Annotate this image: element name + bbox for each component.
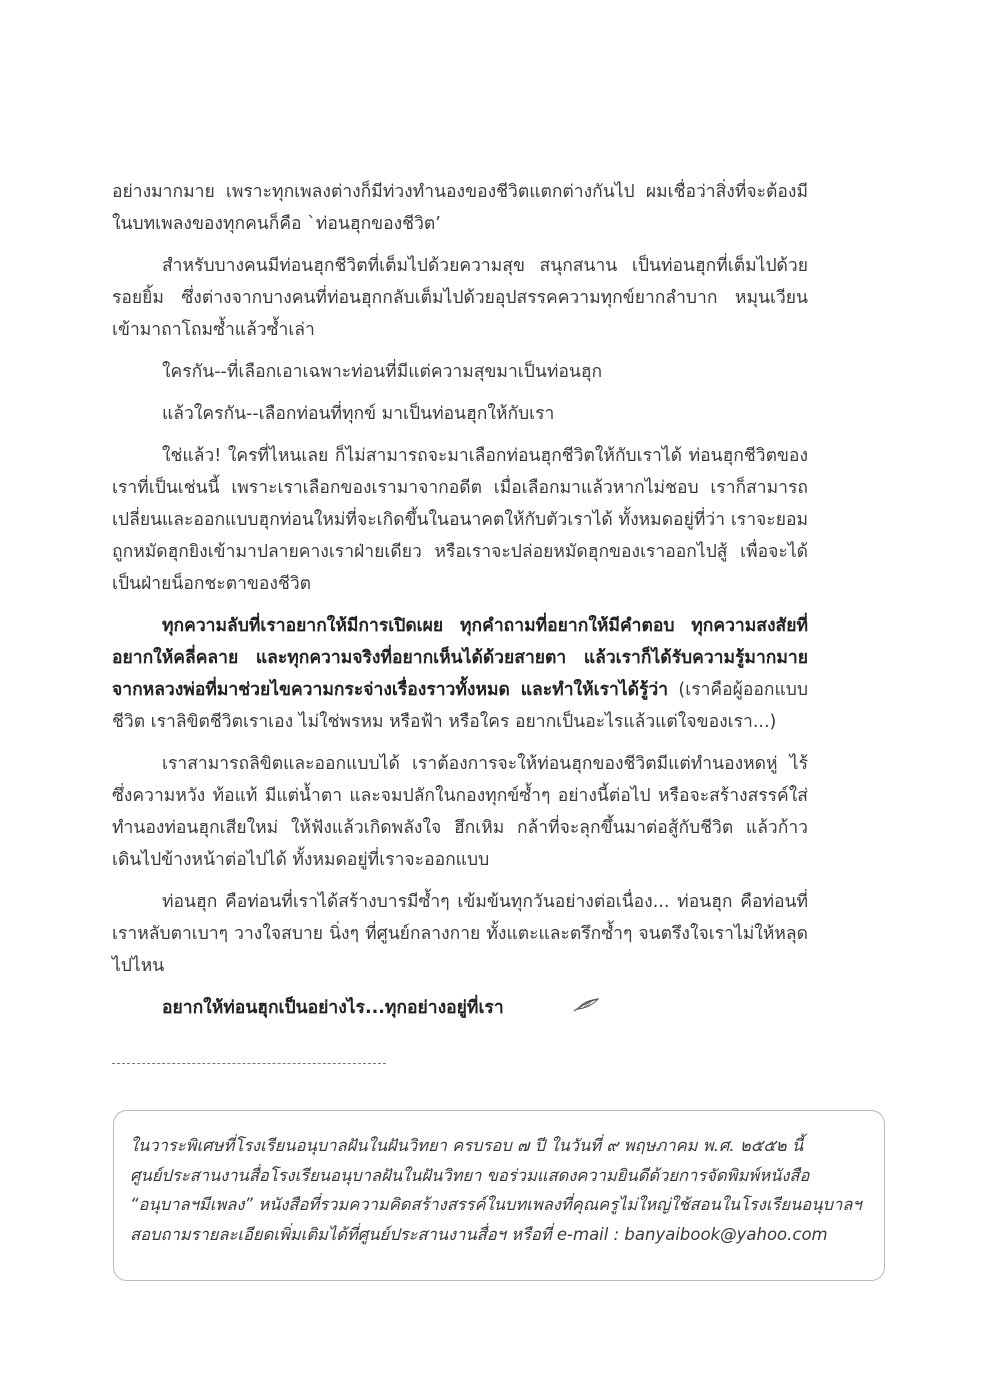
closing-line: [112, 992, 808, 1024]
parenthetical-note: (เราคือผู้ออกแบบชีวิต เราลิขิตชีวิตเราเอง ไม่ใช่พรหม หรือฟ้า หรือใคร อยากเป็นอะไรแล้วแต่ใจของเรา...): [112, 680, 809, 732]
separator-rule: [112, 1063, 386, 1064]
announcement-box: [113, 1110, 885, 1281]
paragraph-3: ใครกัน--ที่เลือกเอาเฉพาะท่อนที่มีแต่ความสุขมาเป็นท่อนฮุก: [162, 362, 603, 382]
paragraph-8: ท่อนฮุก คือท่อนที่เราได้สร้างบารมีซ้ำๆ เข้มข้นทุกวันอย่างต่อเนื่อง... ท่อนฮุก คือท่อนที่เราหลับตาเบาๆ วางใจสบาย นิ่งๆ ที่ศูนย์กลางกาย ทั้งแตะและตรึกซ้ำๆ จนตรึงใจเราไม่ให้หลุดไปไหน: [112, 892, 808, 976]
paragraph-5: ใช่แล้ว! ใครที่ไหนเลย ก็ไม่สามารถจะมาเลือกท่อนฮุกชีวิตให้กับเราได้ ท่อนฮุกชีวิตของเราที่เป็นเช่นนี้ เพราะเราเลือกของเรามาจากอดีต เมื่อเลือกมาแล้วหากไม่ชอบ เราก็สามารถเปลี่ยนและออกแบบฮุกท่อนใหม่ที่จะเกิดขึ้นในอนาคตให้กับตัวเราได้ ทั้งหมดอยู่ที่ว่า เราจะยอมถูกหมัดฮุกยิงเข้ามาปลายคางเราฝ่ายเดียว หรือเราจะปล่อยหมัดฮุกของเราออกไปสู้ เพื่อจะได้เป็นฝ่ายน็อกชะตาของชีวิต: [112, 446, 808, 594]
note-line-1: ในวาระพิเศษที่โรงเรียนอนุบาลฝันในฝันวิทยา ครบรอบ ๗ ปี ในวันที่ ๙ พฤษภาคม พ.ศ. ๒๕๕๒ นี้: [130, 1136, 804, 1155]
feather-ornament-icon: [522, 992, 550, 1008]
paragraph-4: แล้วใครกัน--เลือกท่อนที่ทุกข์ มาเป็นท่อนฮุกให้กับเรา: [162, 404, 555, 424]
paragraph-2: สำหรับบางคนมีท่อนฮุกชีวิตที่เต็มไปด้วยความสุข สนุกสนาน เป็นท่อนฮุกที่เต็มไปด้วยรอยยิ้ม ซึ่งต่างจากบางคนที่ท่อนฮุกกลับเต็มไปด้วยอุปสรรคความทุกข์ยากลำบาก หมุนเวียนเข้ามาถาโถมซ้ำแล้วซ้ำเล่า: [112, 256, 808, 340]
closing-text: อยากให้ท่อนฮุกเป็นอย่างไร...ทุกอย่างอยู่ที่เรา: [162, 998, 504, 1018]
article-body: [112, 176, 808, 1034]
note-line-3: “อนุบาลฯมีเพลง” หนังสือที่รวมความคิดสร้างสรรค์ในบทเพลงที่คุณครูไม่ใหญ่ใช้สอนในโรงเรียนอนุบาลฯ: [130, 1195, 862, 1214]
paragraph-7: เราสามารถลิขิตและออกแบบได้ เราต้องการจะให้ท่อนฮุกของชีวิตมีแต่ทำนองหดหู่ ไร้ซึ่งความหวัง ท้อแท้ มีแต่น้ำตา และจมปลักในกองทุกข์ซ้ำๆ อย่างนี้ต่อไป หรือจะสร้างสรรค์ใส่ทำนองท่อนฮุกเสียใหม่ ให้ฟังแล้วเกิดพลังใจ ฮึกเหิม กล้าที่จะลุกขึ้นมาต่อสู้กับชีวิต แล้วก้าวเดินไปข้างหน้าต่อไปได้ ทั้งหมดอยู่ที่เราจะออกแบบ: [112, 754, 808, 870]
bold-statement: ทุกความลับที่เราอยากให้มีการเปิดเผย ทุกคำถามที่อยากให้มีคำตอบ ทุกความสงสัยที่อยากให้คลี่คลาย และทุกความจริงที่อยากเห็นได้ด้วยสายตา แล้วเราก็ได้รับความรู้มากมายจากหลวงพ่อที่มาช่วยไขความกระจ่างเรื่องราวทั้งหมด และทำให้เราได้รู้ว่า: [112, 616, 808, 700]
paragraph-6: [112, 610, 808, 738]
note-line-4: สอบถามรายละเอียดเพิ่มเติมได้ที่ศูนย์ประสานงานสื่อฯ หรือที่ e-mail : banyaibook@yahoo.com: [130, 1224, 828, 1244]
paragraph-1: อย่างมากมาย เพราะทุกเพลงต่างก็มีท่วงทำนองของชีวิตแตกต่างกันไป ผมเชื่อว่าสิ่งที่จะต้องมีในบทเพลงของทุกคนก็คือ `ท่อนฮุกของชีวิต’: [112, 182, 808, 234]
note-line-2: ศูนย์ประสานงานสื่อโรงเรียนอนุบาลฝันในฝันวิทยา ขอร่วมแสดงความยินดีด้วยการจัดพิมพ์หนังสือ: [130, 1165, 810, 1185]
